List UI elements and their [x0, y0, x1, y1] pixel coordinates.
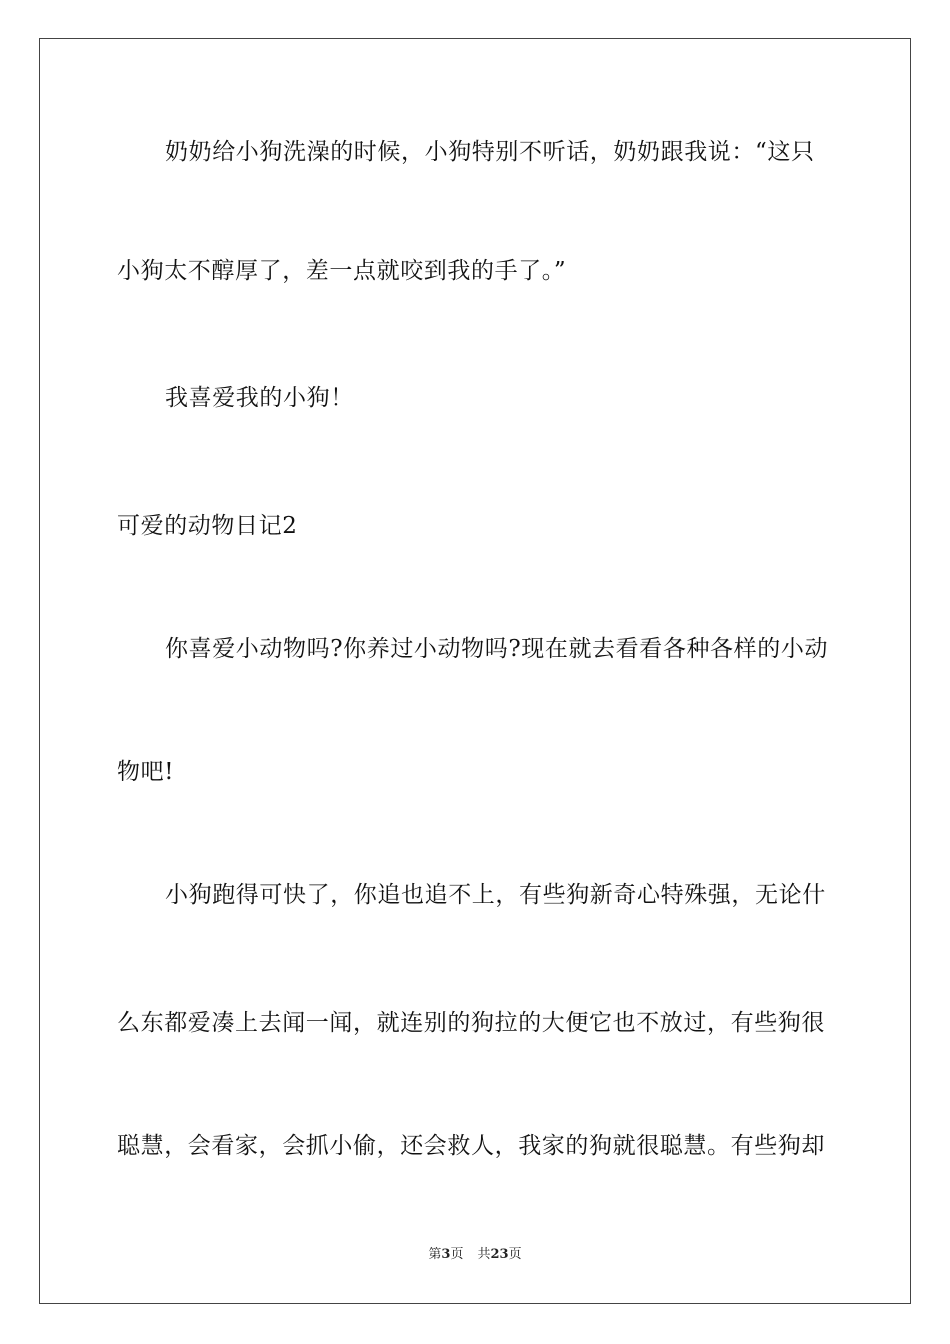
footer-total-suffix: 页	[508, 1247, 522, 1262]
footer-page-prefix: 第	[428, 1247, 442, 1262]
paragraph-line-4: 你喜爱小动物吗?你养过小动物吗?现在就去看看各种各样的小动	[165, 636, 829, 662]
paragraph-line-5: 物吧!	[117, 759, 175, 785]
page-footer	[0, 1246, 950, 1264]
paragraph-line-2: 小狗太不醇厚了，差一点就咬到我的手了。”	[117, 258, 567, 284]
paragraph-line-3: 我喜爱我的小狗！	[165, 385, 354, 411]
page-border	[39, 38, 911, 1304]
paragraph-line-8: 聪慧，会看家，会抓小偷，还会救人，我家的狗就很聪慧。有些狗却	[117, 1133, 825, 1159]
footer-page-number: 3	[441, 1247, 451, 1262]
footer-total-prefix: 共	[477, 1247, 491, 1262]
paragraph-line-1: 奶奶给小狗洗澡的时候，小狗特别不听话，奶奶跟我说：“这只	[165, 139, 815, 165]
footer-page-suffix: 页	[450, 1247, 464, 1262]
section-heading: 可爱的动物日记2	[117, 513, 298, 539]
paragraph-line-6: 小狗跑得可快了，你追也追不上，有些狗新奇心特殊强，无论什	[165, 882, 826, 908]
footer-total-pages: 23	[490, 1247, 509, 1262]
paragraph-line-7: 么东都爱凑上去闻一闻，就连别的狗拉的大便它也不放过，有些狗很	[117, 1010, 825, 1036]
